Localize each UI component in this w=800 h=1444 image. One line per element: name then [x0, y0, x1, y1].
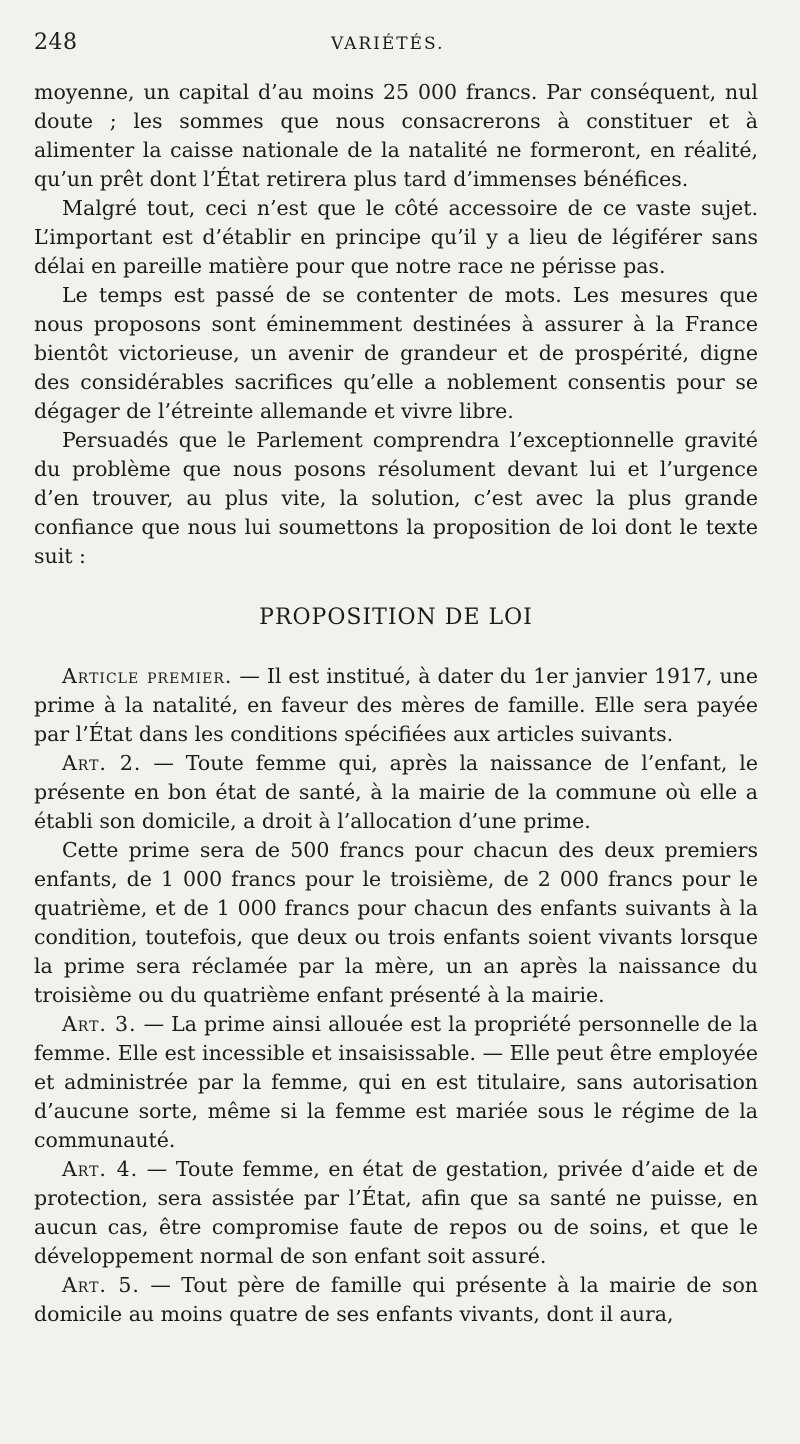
article-label: Art. 5. — [62, 1273, 140, 1297]
article-text: — Il est institué, à dater du 1er janvier 1917, une prime à la natalité, en faveur des mères de famille. Elle sera payée par l’État dans les conditions spécifiées aux articles suivants. — [34, 664, 758, 746]
paragraph-continuation: moyenne, un capital d’au moins 25 000 francs. Par conséquent, nul doute ; les sommes que nous consacrerons à constituer et à alimenter la caisse nationale de la natalité ne formeront, en réalité, qu’un prêt dont l’État retirera plus tard d’immenses bénéfices. — [34, 80, 758, 191]
article-label: Art. 3. — [62, 1012, 137, 1036]
article-text: — Toute femme, en état de gestation, privée d’aide et de protection, sera assistée par l’État, afin que sa santé ne puisse, en aucun cas, être compromise faute de repos ou de soins, et que le développement normal de son enfant soit assuré. — [34, 1157, 758, 1268]
paragraph: Persuadés que le Parlement comprendra l’exceptionnelle gravité du problème que nous posons résolument devant lui et l’urgence d’en trouver, au plus vite, la solution, c’est avec la plus grande confiance que nous lui soumettons la proposition de loi dont le texte suit : — [34, 428, 758, 568]
article-text: — Tout père de famille qui présente à la mairie de son domicile au moins quatre de ses enfants vivants, dont il aura, — [34, 1273, 758, 1326]
paragraph: Le temps est passé de se contenter de mots. Les mesures que nous proposons sont éminemment destinées à assurer à la France bientôt victorieuse, un avenir de grandeur et de prospérité, digne des considérables sacrifices qu’elle a noblement consentis pour se dégager de l’étreinte allemande et vivre libre. — [34, 283, 758, 423]
article-paragraph — [34, 1271, 758, 1329]
article-paragraph — [34, 836, 758, 1010]
article-label: Art. 2. — [62, 751, 142, 775]
article-text: — Toute femme qui, après la naissance de l’enfant, le présente en bon état de santé, à la mairie de la commune où elle a établi son domicile, a droit à l’allocation d’une prime. — [34, 751, 758, 833]
article-paragraph — [34, 662, 758, 749]
article-label: Art. 4. — [62, 1157, 139, 1181]
body-text — [34, 78, 758, 1329]
paragraph: Malgré tout, ceci n’est que le côté accessoire de ce vaste sujet. L’important est d’établir en principe qu’il y a lieu de légiférer sans délai en pareille matière pour que notre race ne périsse pas. — [34, 196, 758, 278]
article-text: Cette prime sera de 500 francs pour chacun des deux premiers enfants, de 1 000 francs pour le troisième, de 2 000 francs pour le quatrième, et de 1 000 francs pour chacun des enfants suivants à la condition, toutefois, que deux ou trois enfants soient vivants lorsque la prime sera réclamée par la mère, un an après la naissance du troisième ou du quatrième enfant présenté à la mairie. — [34, 838, 758, 1007]
article-paragraph — [34, 1010, 758, 1155]
page-header — [34, 30, 758, 78]
running-title: VARIÉTÉS. — [330, 34, 445, 54]
article-paragraph — [34, 1155, 758, 1271]
section-title: PROPOSITION DE LOI — [259, 605, 533, 630]
article-label: Article premier. — [62, 664, 233, 688]
page-number: 248 — [34, 30, 78, 55]
article-text: — La prime ainsi allouée est la propriété personnelle de la femme. Elle est incessible et insaisissable. — Elle peut être employée et administrée par la femme, qui en est titulaire, sans autorisation d’aucune sorte, même si la femme est mariée sous le régime de la communauté. — [34, 1012, 758, 1152]
article-paragraph — [34, 749, 758, 836]
